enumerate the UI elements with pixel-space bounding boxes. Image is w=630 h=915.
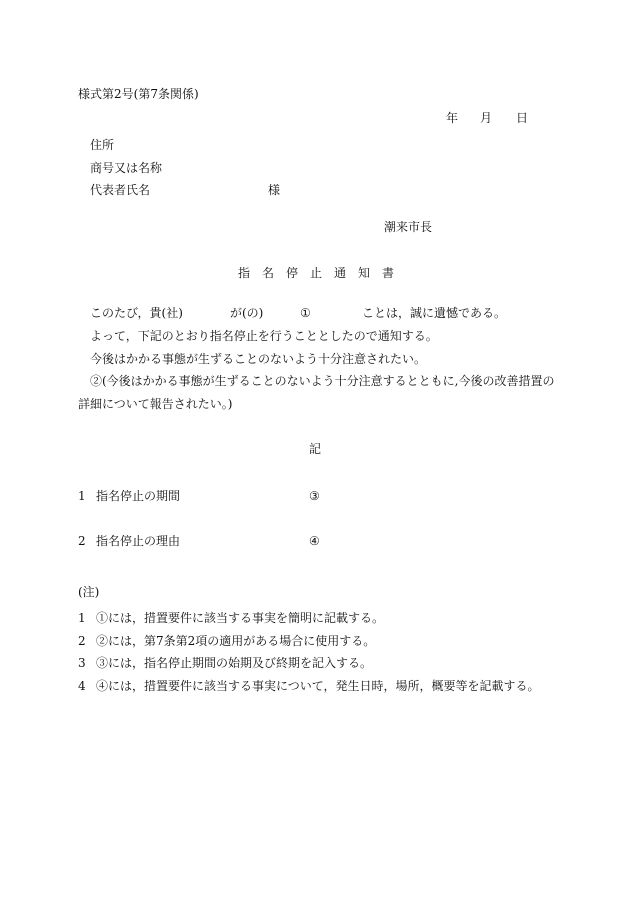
body-line-1d: ことは，誠に遺憾である。 [362,306,507,320]
recipient-address-label: 住所 [90,138,115,152]
body-line-1a: このたび，貴(社) [90,306,183,320]
form-id: 様式第2号(第7条関係) [78,87,199,101]
body-line-2: よって，下記のとおり指名停止を行うこととしたので通知する。 [90,329,438,343]
body-line-1c: ① [300,306,311,320]
body-line-3: 今後はかかる事態が生ずることのないよう十分注意されたい。 [90,352,427,366]
item-2-label: 指名停止の理由 [96,534,181,548]
note-4-text: ④には，措置要件に該当する事実について，発生日時，場所，概要等を記載する。 [96,679,540,693]
note-1-text: ①には，措置要件に該当する事実を簡明に記載する。 [96,611,385,625]
note-3-text: ③には，指名停止期間の始期及び終期を記入する。 [96,656,373,670]
item-1-mark: ③ [309,489,320,503]
body-line-4: ②(今後はかかる事態が生ずることのないよう十分注意するとともに,今後の改善措置の [90,374,555,388]
note-2-text: ②には，第7条第2項の適用がある場合に使用する。 [96,634,376,648]
item-1-number: 1 [78,489,86,503]
date-month: 月 [480,111,493,125]
ki-heading: 記 [309,442,322,456]
document-title: 指 名 停 止 通 知 書 [238,266,395,280]
recipient-honorific: 様 [268,183,281,197]
note-3-number: 3 [78,656,86,670]
note-1-number: 1 [78,611,86,625]
note-2-number: 2 [78,634,86,648]
recipient-company-label: 商号又は名称 [90,161,163,175]
note-4-number: 4 [78,679,86,693]
item-2-number: 2 [78,534,86,548]
issuer-name: 潮来市長 [384,220,433,234]
date-day: 日 [516,111,529,125]
notes-heading: (注) [78,585,100,599]
body-line-5: 詳細について報告されたい。) [78,397,233,411]
date-year: 年 [446,111,459,125]
recipient-representative-label: 代表者氏名 [90,183,151,197]
body-line-1b: が(の) [230,306,264,320]
item-1-label: 指名停止の期間 [96,489,181,503]
item-2-mark: ④ [309,534,320,548]
